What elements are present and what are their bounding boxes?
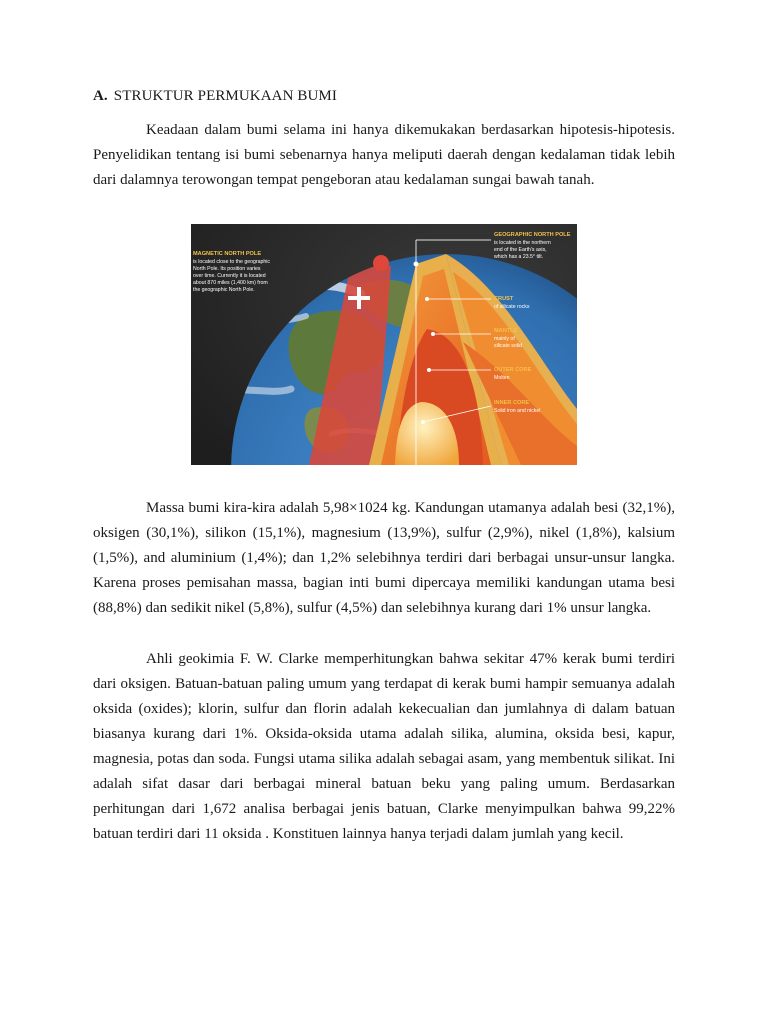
svg-text:is located in the northern: is located in the northern bbox=[494, 240, 551, 246]
svg-text:INNER CORE: INNER CORE bbox=[494, 400, 530, 406]
paragraph-intro: Keadaan dalam bumi selama ini hanya dikemukakan berdasarkan hipotesis-hipotesis. Penyelidikan tentang isi bumi sebenarnya hanya meliputi daerah dengan kedalaman tidak lebih dari dalamnya terowongan tempat pengeboran atau kedalaman sungai bawah tanah. bbox=[93, 122, 675, 188]
earth-structure-figure bbox=[191, 224, 577, 465]
svg-text:Molten: Molten bbox=[494, 375, 510, 381]
svg-text:is located close to the geogra: is located close to the geographic bbox=[193, 259, 270, 265]
svg-text:which has a 23.5° tilt.: which has a 23.5° tilt. bbox=[494, 254, 544, 260]
svg-text:mainly of: mainly of bbox=[494, 336, 515, 342]
paragraph-earth-mass: Massa bumi kira-kira adalah 5,98×1024 kg. Kandungan utamanya adalah besi (32,1%), oksigen (30,1%), silikon (15,1%), magnesium (13,9%), sulfur (2,9%), nikel (1,8%), kalsium (1,5%), and aluminium (1,4%); dan 1,2% selebihnya terdiri dari berbagai unsur-unsur langka. Karena proses pemisahan massa, bagian inti bumi dipercaya memiliki kandungan utama besi (88,8%) dan sedikit nikel (5,8%), sulfur (4,5%) dan selebihnya kurang dari 1% unsur langka. bbox=[93, 500, 675, 616]
section-title: STRUKTUR PERMUKAAN BUMI bbox=[113, 88, 337, 104]
svg-text:North Pole. Its position varie: North Pole. Its position varies bbox=[193, 266, 261, 272]
svg-text:the geographic North Pole.: the geographic North Pole. bbox=[193, 287, 255, 293]
earth-structure-illustration bbox=[191, 224, 577, 465]
svg-text:GEOGRAPHIC NORTH POLE: GEOGRAPHIC NORTH POLE bbox=[494, 232, 571, 238]
svg-text:about 870 miles (1,400 km) fro: about 870 miles (1,400 km) from bbox=[193, 280, 268, 286]
svg-text:of silicate rocks: of silicate rocks bbox=[494, 304, 530, 310]
magnetic-pole-marker bbox=[373, 255, 389, 271]
svg-text:end of the Earth's axis,: end of the Earth's axis, bbox=[494, 247, 547, 253]
svg-text:OUTER CORE: OUTER CORE bbox=[494, 367, 532, 373]
svg-text:silicate solid: silicate solid bbox=[494, 343, 522, 349]
svg-text:MAGNETIC NORTH POLE: MAGNETIC NORTH POLE bbox=[193, 251, 262, 257]
section-heading bbox=[93, 87, 337, 105]
svg-text:Solid iron and nickel: Solid iron and nickel bbox=[494, 408, 541, 414]
paragraph-clarke: Ahli geokimia F. W. Clarke memperhitungkan bahwa sekitar 47% kerak bumi terdiri dari oksigen. Batuan-batuan paling umum yang terdapat di kerak bumi hampir semuanya adalah oksida (oxides); klorin, sulfur dan florin adalah kekecualian dan jumlahnya di dalam batuan biasanya kurang dari 1%. Oksida-oksida utama adalah silika, alumina, oksida besi, kapur, magnesia, potas dan soda. Fungsi utama silika adalah sebagai asam, yang membentuk silikat. Ini adalah sifat dasar dari berbagai mineral batuan beku yang paling umum. Berdasarkan perhitungan dari 1,672 analisa berbagai jenis batuan, Clarke menyimpulkan bahwa 99,22% batuan terdiri dari 11 oksida . Konstituen lainnya hanya terjadi dalam jumlah yang kecil. bbox=[93, 651, 675, 842]
section-number: A. bbox=[93, 88, 108, 104]
svg-text:CRUST: CRUST bbox=[494, 296, 514, 302]
svg-text:MANTLE: MANTLE bbox=[494, 328, 518, 334]
svg-text:over time. Currently it is loc: over time. Currently it is located bbox=[193, 273, 266, 279]
